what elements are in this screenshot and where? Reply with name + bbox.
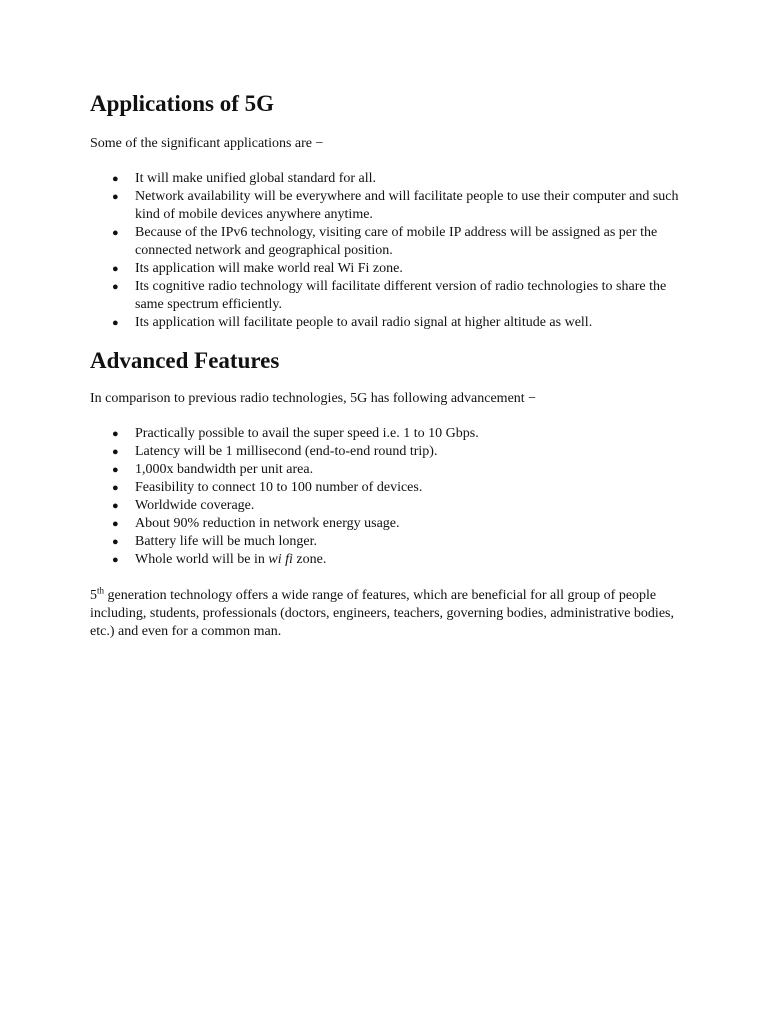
bullet-icon: ● bbox=[112, 226, 119, 239]
list-item-text: Battery life will be much longer. bbox=[135, 534, 317, 550]
list-item-emphasis: wi fi bbox=[268, 552, 293, 568]
document-page bbox=[90, 90, 680, 641]
list-item bbox=[90, 479, 680, 497]
list-item bbox=[90, 443, 680, 461]
list-item-text: Feasibility to connect 10 to 100 number of devices. bbox=[135, 480, 423, 496]
list-item-text: Network availability will be everywhere and will facilitate people to use their computer and such kind of mobile devices anywhere anytime. bbox=[135, 188, 679, 222]
list-item-text bbox=[135, 552, 326, 567]
list-item-text: Practically possible to avail the super speed i.e. 1 to 10 Gbps. bbox=[135, 426, 479, 442]
bullet-icon: ● bbox=[112, 554, 119, 567]
closing-number: 5 bbox=[90, 588, 97, 604]
bullet-icon: ● bbox=[112, 482, 119, 495]
heading-applications: Applications of 5G bbox=[90, 91, 275, 116]
list-item bbox=[90, 497, 680, 515]
applications-intro: Some of the significant applications are − bbox=[90, 135, 324, 151]
bullet-icon: ● bbox=[112, 446, 119, 459]
list-item-text: Because of the IPv6 technology, visiting care of mobile IP address will be assigned as per the connected network and geographical position. bbox=[135, 224, 658, 258]
list-item-text: 1,000x bandwidth per unit area. bbox=[135, 462, 314, 478]
closing-text: generation technology offers a wide range of features, which are beneficial for all group of people including, students, professionals (doctors, engineers, teachers, governing bodies, administrative bodies, etc.) and even for a common man. bbox=[90, 588, 674, 640]
list-item bbox=[90, 314, 680, 332]
closing-superscript: th bbox=[97, 585, 105, 596]
bullet-icon: ● bbox=[112, 190, 119, 203]
bullet-icon: ● bbox=[112, 280, 119, 293]
list-item bbox=[90, 188, 680, 224]
list-item-text: Latency will be 1 millisecond (end-to-end round trip). bbox=[135, 444, 438, 460]
applications-list bbox=[90, 170, 680, 332]
list-item-text: Worldwide coverage. bbox=[135, 498, 255, 514]
list-item bbox=[90, 533, 680, 551]
list-item-text: About 90% reduction in network energy usage. bbox=[135, 516, 400, 532]
list-item bbox=[90, 224, 680, 260]
list-item-text: Its application will facilitate people to avail radio signal at higher altitude as well. bbox=[135, 314, 593, 330]
list-item-text: Its cognitive radio technology will facilitate different version of radio technologies to share the same spectrum efficiently. bbox=[135, 278, 667, 312]
closing-paragraph bbox=[90, 587, 680, 641]
heading-advanced-features: Advanced Features bbox=[90, 347, 280, 373]
list-item bbox=[90, 260, 680, 278]
features-intro: In comparison to previous radio technologies, 5G has following advancement − bbox=[90, 391, 537, 407]
list-item-text: It will make unified global standard for all. bbox=[135, 170, 377, 186]
bullet-icon: ● bbox=[112, 464, 119, 477]
bullet-icon: ● bbox=[112, 262, 119, 275]
bullet-icon: ● bbox=[112, 316, 119, 329]
list-item bbox=[90, 170, 680, 188]
features-list bbox=[90, 425, 680, 569]
list-item-text: Its application will make world real Wi Fi zone. bbox=[135, 260, 403, 276]
bullet-icon: ● bbox=[112, 500, 119, 513]
list-item bbox=[90, 461, 680, 479]
bullet-icon: ● bbox=[112, 428, 119, 441]
bullet-icon: ● bbox=[112, 518, 119, 531]
bullet-icon: ● bbox=[112, 172, 119, 185]
list-item-text-before: Whole world will be in bbox=[135, 552, 269, 568]
list-item-text-after: zone. bbox=[292, 552, 327, 568]
list-item bbox=[90, 278, 680, 314]
bullet-icon: ● bbox=[112, 536, 119, 549]
list-item bbox=[90, 551, 680, 569]
list-item bbox=[90, 515, 680, 533]
list-item bbox=[90, 425, 680, 443]
